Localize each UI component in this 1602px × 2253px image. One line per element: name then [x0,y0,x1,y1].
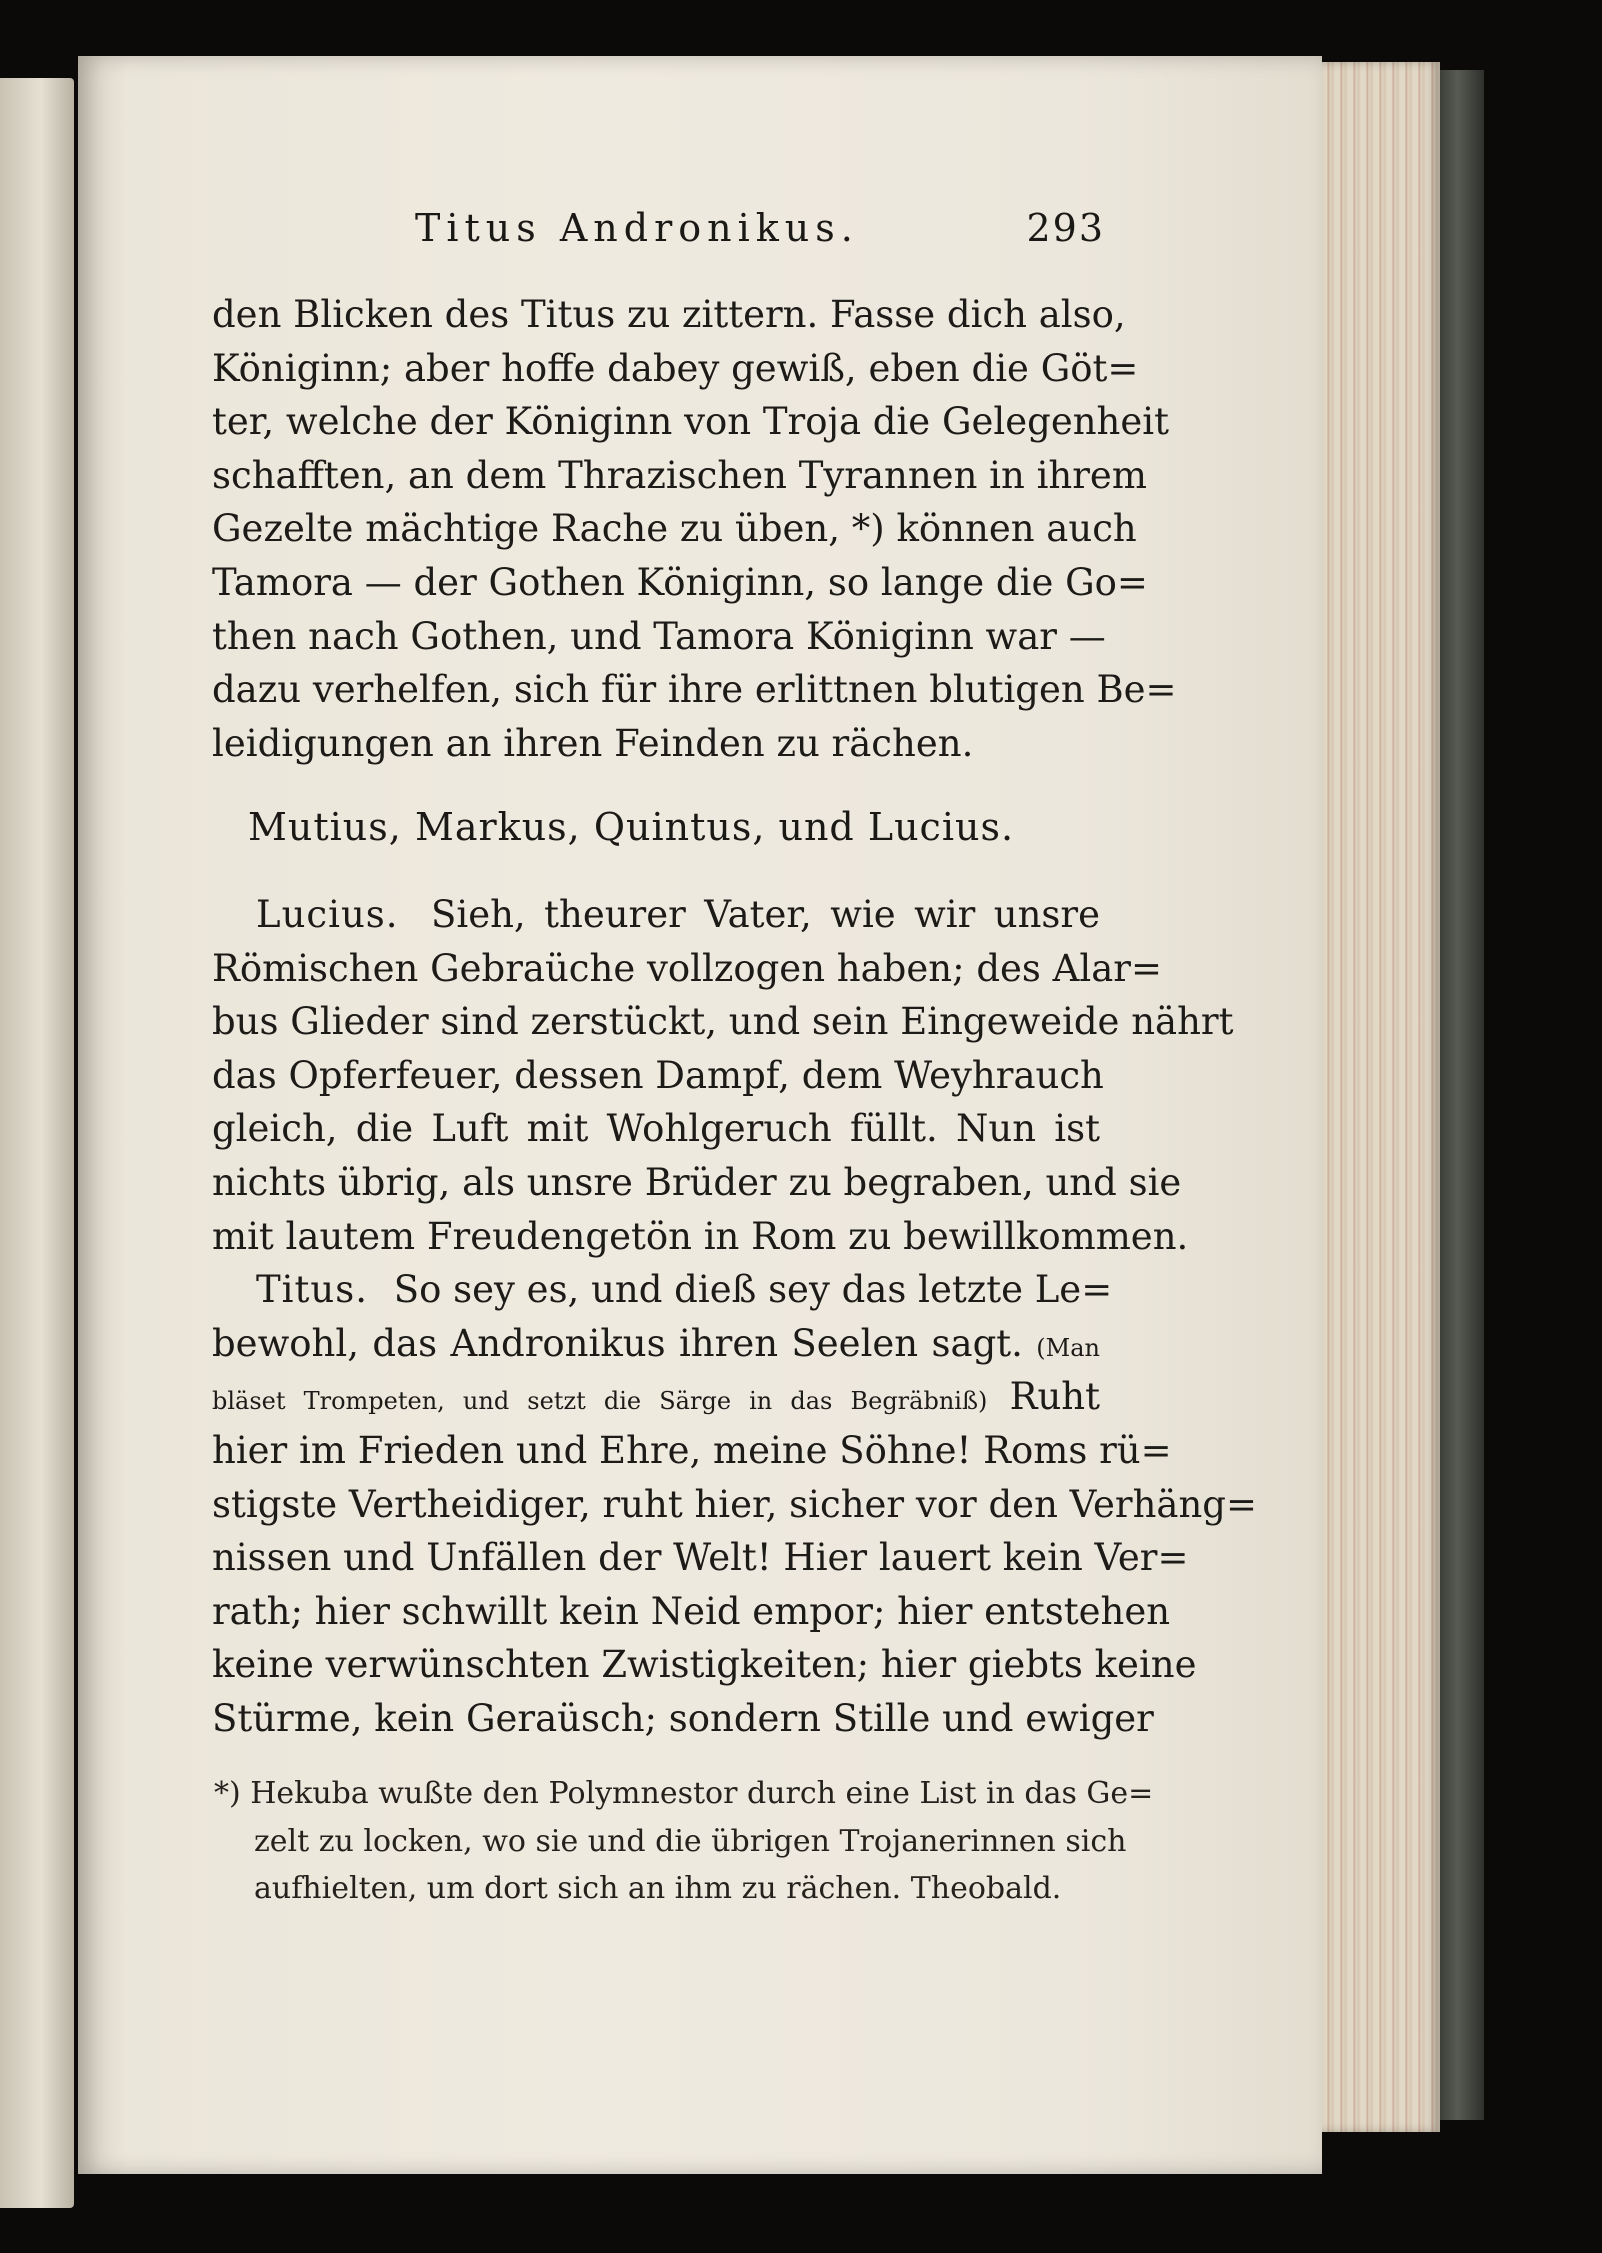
speech-text: bewohl, das Andronikus ihren Seelen sagt. [212,1321,1023,1365]
text-line: Tamora — der Gothen Königinn, so lange die Go= [212,560,1148,604]
text-line: hier im Frieden und Ehre, meine Söhne! Roms rü= [212,1428,1172,1472]
running-header [415,206,1105,266]
speech-text: So sey es, und dieß sey das letzte Le= [393,1268,1113,1312]
text-line: nichts übrig, als unsre Brüder zu begraben, und sie [212,1160,1182,1204]
text-line: den Blicken des Titus zu zittern. Fasse dich also, [212,293,1126,336]
text-line: nissen und Unfällen der Welt! Hier lauert kein Ver= [212,1536,1189,1580]
stage-direction: bläset Trompeten, und setzt die Särge in das Begräbniß) [212,1387,988,1416]
stage-direction: (Man [1036,1333,1100,1362]
text-line: dazu verhelfen, sich für ihre erlittnen blutigen Be= [212,668,1177,712]
book-cover [1440,70,1484,2120]
speaker-lucius: Lucius. [256,893,399,936]
paragraph-1 [212,288,1177,770]
text-line: keine verwünschten Zwistigkeiten; hier giebts keine [212,1643,1197,1687]
left-page-edge [0,78,74,2208]
text-line [212,1370,1100,1424]
speech-line [212,1263,1113,1317]
text-line: then nach Gothen, und Tamora Königinn war — [212,614,1106,658]
text-line: Königinn; aber hoffe dabey gewiß, eben die Göt= [212,346,1139,390]
footnote-line: *) Hekuba wußte den Polymnestor durch eine List in das Ge= [214,1776,1154,1811]
text-line: bus Glieder sind zerstückt, und sein Eingeweide nährt [212,1000,1234,1044]
page-number: 293 [1026,206,1105,250]
text-line: rath; hier schwillt kein Neid empor; hier entstehen [212,1589,1171,1633]
text-line: Römischen Gebraüche vollzogen haben; des Alar= [212,946,1162,990]
speech-line [212,888,1100,942]
text-line: schafften, an dem Thrazischen Tyrannen in ihrem [212,453,1147,497]
text-line: mit lautem Freudengetön in Rom zu bewillkommen. [212,1214,1189,1258]
speech-text: Sieh, theurer Vater, wie wir unsre [431,893,1101,936]
text-line: das Opferfeuer, dessen Dampf, dem Weyhrauch [212,1053,1104,1097]
running-title: Titus Andronikus. [415,206,859,250]
text-line: leidigungen an ihren Feinden zu rächen. [212,721,974,765]
footnote-line: aufhielten, um dort sich an ihm zu rächen. Theobald. [254,1871,1062,1906]
text-line: stigste Vertheidiger, ruht hier, sicher vor den Verhäng= [212,1482,1257,1526]
page-fore-edge [1322,62,1440,2132]
text-line [212,1317,1100,1371]
text-line: ter, welche der Königinn von Troja die Gelegenheit [212,400,1169,444]
footnote-line: zelt zu locken, wo sie und die übrigen Trojanerinnen sich [254,1823,1127,1859]
speaker-titus: Titus. [256,1268,368,1312]
dialogue [212,888,1257,1746]
text-line: Stürme, kein Geraüsch; sondern Stille und ewiger [212,1696,1154,1740]
speech-text: Ruht [1009,1375,1100,1419]
text-line: gleich, die Luft mit Wohlgeruch füllt. Nun ist [212,1107,1100,1151]
text-line: Gezelte mächtige Rache zu üben, *) können auch [212,507,1137,551]
footnote [214,1770,1154,1913]
entrance-heading: Mutius, Markus, Quintus, und Lucius. [248,805,1015,849]
